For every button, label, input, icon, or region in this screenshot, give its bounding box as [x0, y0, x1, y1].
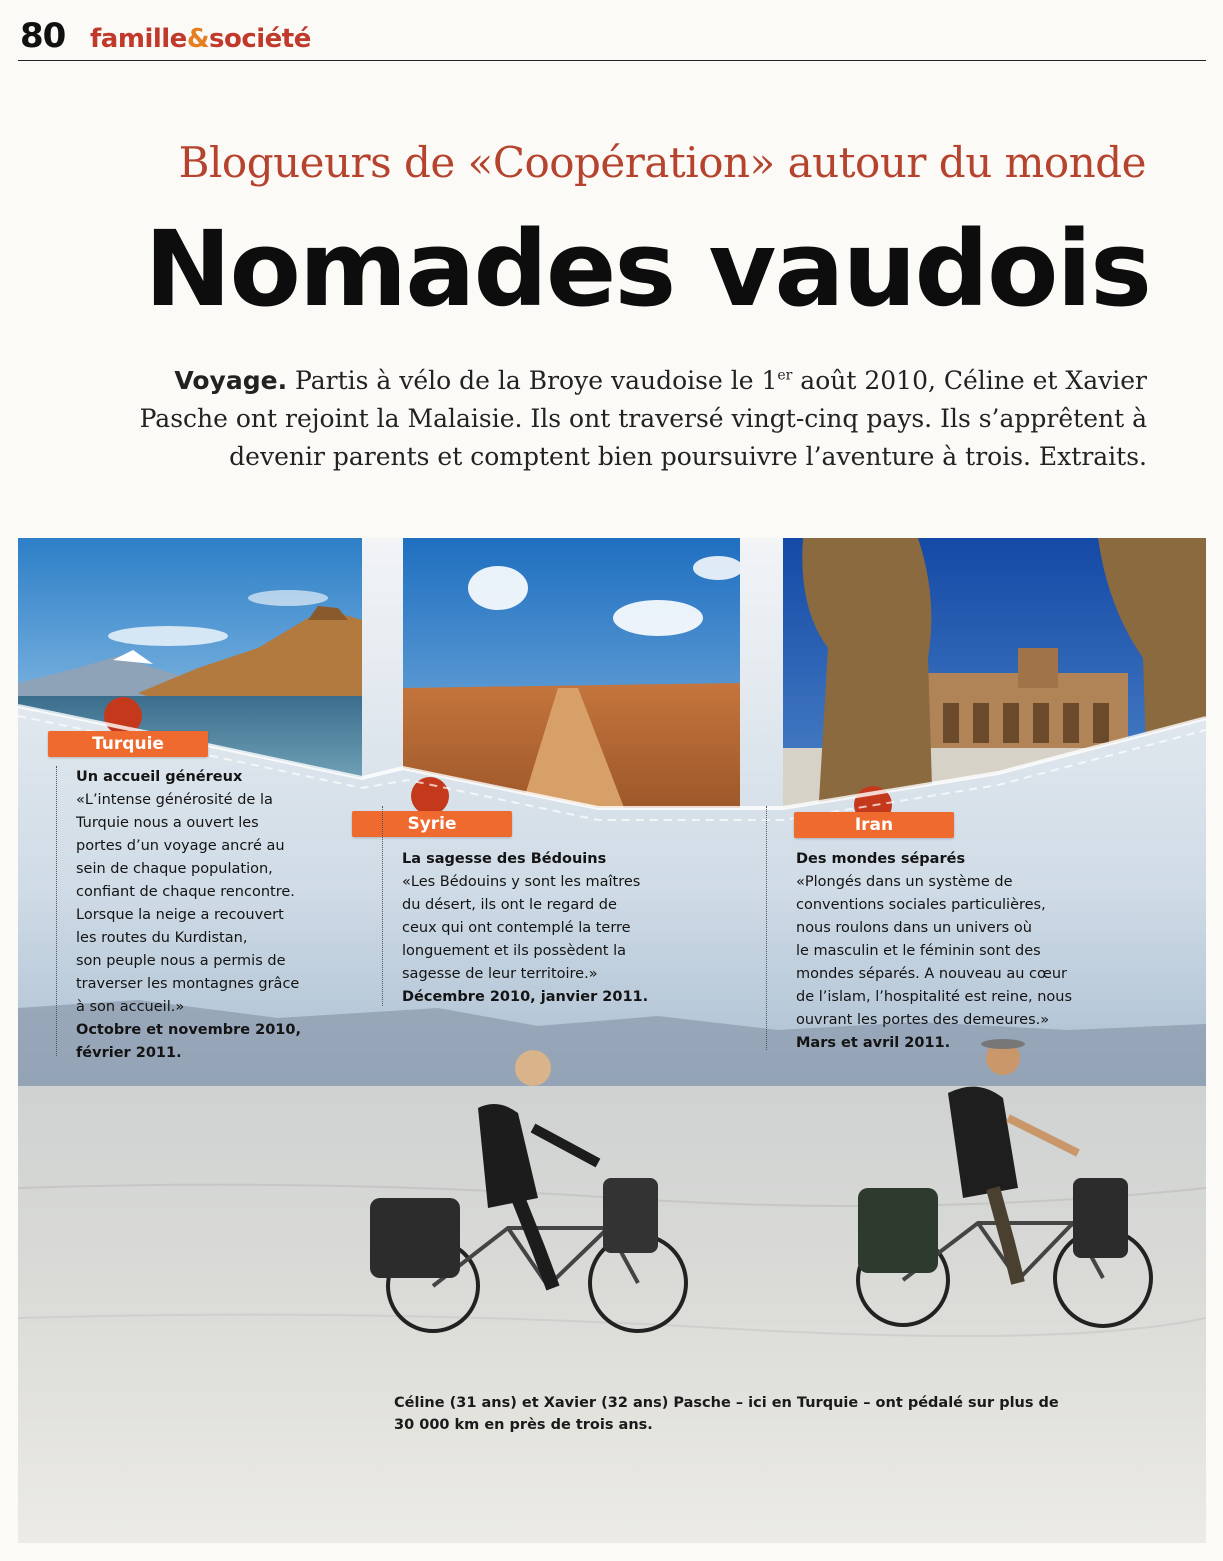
quote-turquie: «L’intense générosité de la Turquie nous a ouvert les portes d’un voyage ancré au sein de chaque population, confiant de chaque rencontre. Lorsque la neige a recouvert les routes du Kurdistan, son peuple nous a permis de traverser les montagnes grâce à son accueil.» [76, 792, 300, 1015]
article-lead [95, 362, 1147, 476]
date-syrie: Décembre 2010, janvier 2011. [402, 989, 649, 1005]
heading-iran: Des mondes séparés [796, 851, 966, 867]
date-iran: Mars et avril 2011. [796, 1035, 951, 1051]
lead-line3: devenir parents et comptent bien poursuivre l’aventure à trois. Extraits. [229, 442, 1147, 471]
section-iran [796, 848, 1126, 1055]
rubric-part-b: société [209, 24, 311, 54]
photo-caption: Céline (31 ans) et Xavier (32 ans) Pasche – ici en Turquie – ont pédalé sur plus de 30 000 km en près de trois ans. [394, 1395, 1059, 1433]
lead-line2: Pasche ont rejoint la Malaisie. Ils ont traversé vingt-cinq pays. Ils s’apprêtent à [139, 404, 1147, 433]
page-header [18, 14, 1206, 61]
column-rule-syrie [382, 806, 383, 1006]
quote-syrie: «Les Bédouins y sont les maîtres du désert, ils ont le regard de ceux qui ont contemplé la terre longuement et ils possèdent la sagesse de leur territoire.» [402, 874, 641, 982]
tag-syrie: Syrie [352, 811, 512, 837]
lead-superscript: er [777, 367, 793, 384]
article-kicker: Blogueurs de «Coopération» autour du monde [178, 138, 1146, 187]
tag-iran: Iran [794, 812, 954, 838]
quote-iran: «Plongés dans un système de conventions sociales particulières, nous roulons dans un univers où le masculin et le féminin sont des mondes séparés. A nouveau au cœur de l’islam, l’hospitalité est reine, nous ouvrant les portes des demeures.» [796, 874, 1073, 1028]
heading-turquie: Un accueil généreux [76, 769, 243, 785]
section-syrie [402, 848, 702, 1009]
page-number: 80 [20, 16, 66, 56]
tag-turquie: Turquie [48, 731, 208, 757]
photo-syrie [403, 538, 743, 818]
lead-line1-b: août 2010, Céline et Xavier [792, 366, 1147, 395]
column-rule-turquie [56, 766, 57, 1056]
rubric-ampersand: & [186, 24, 210, 54]
rubric-part-a: famille [90, 24, 187, 54]
section-turquie [76, 766, 326, 1065]
section-rubric [90, 24, 311, 54]
photo-scene [18, 538, 1206, 1543]
date-turquie: Octobre et novembre 2010, février 2011. [76, 1022, 301, 1061]
lead-label: Voyage. [174, 366, 288, 395]
article-title: Nomades vaudois [144, 208, 1150, 330]
heading-syrie: La sagesse des Bédouins [402, 851, 607, 867]
column-rule-iran [766, 806, 767, 1050]
lead-line1-a: Partis à vélo de la Broye vaudoise le 1 [287, 366, 778, 395]
